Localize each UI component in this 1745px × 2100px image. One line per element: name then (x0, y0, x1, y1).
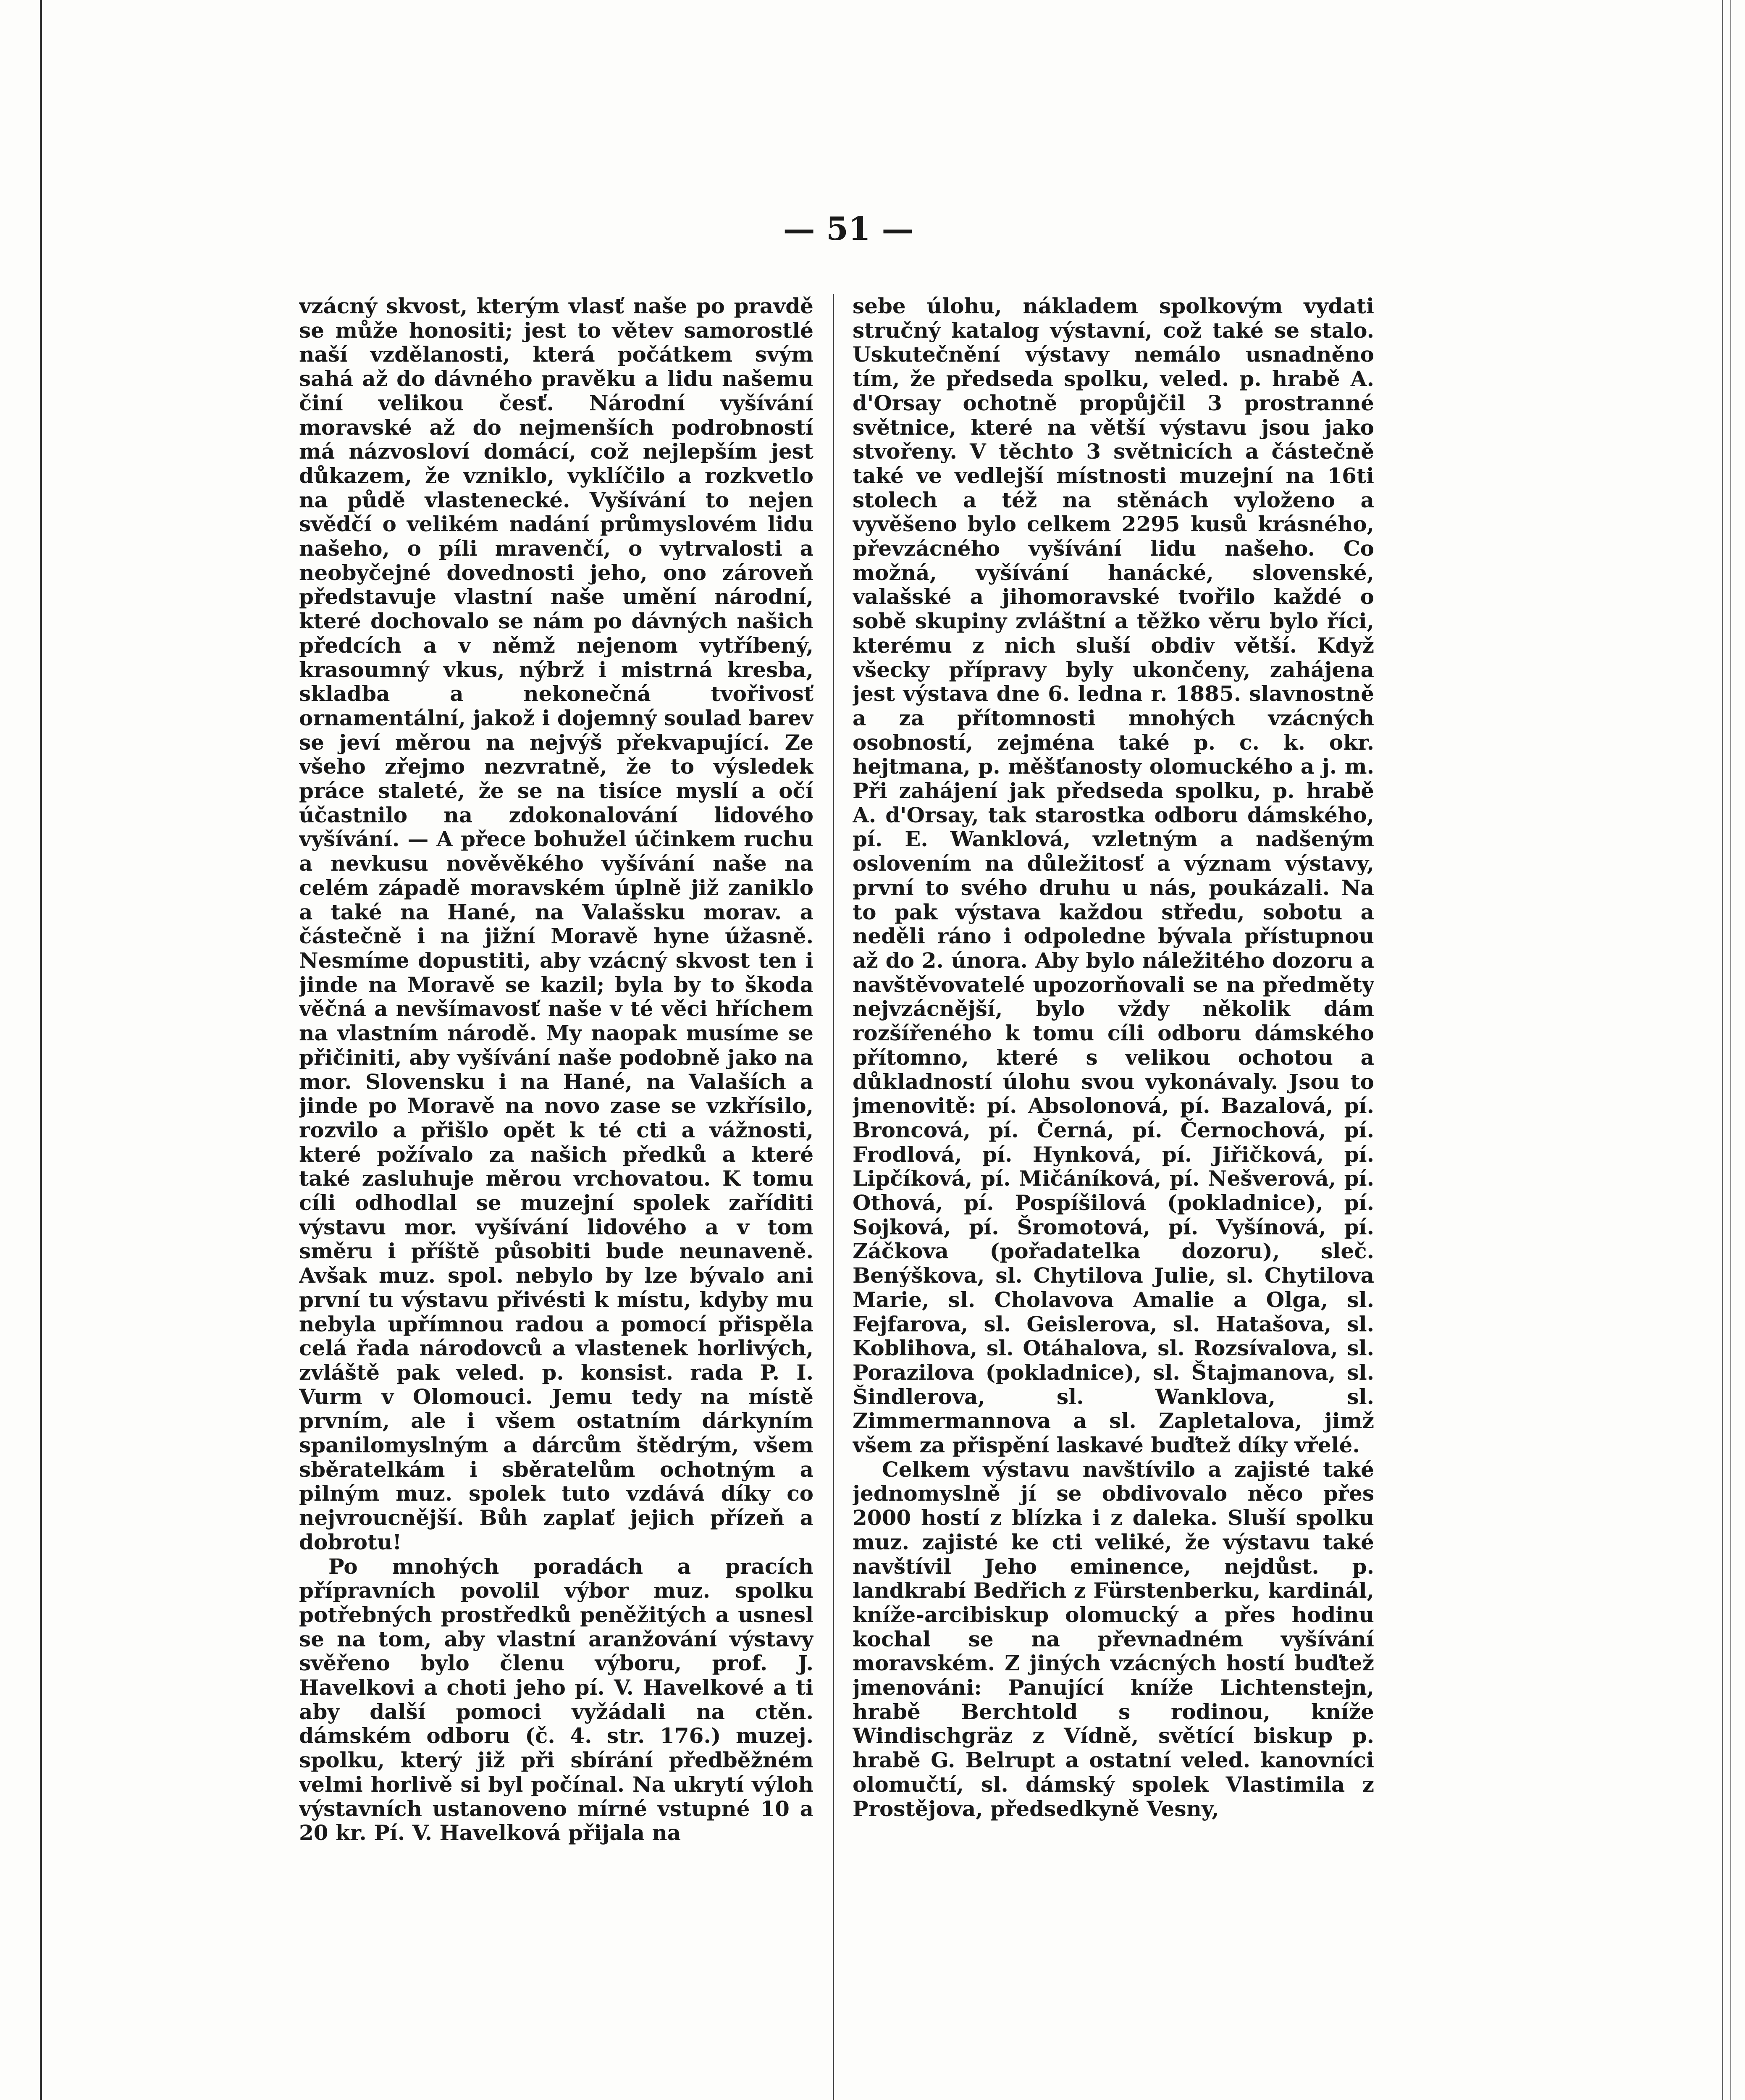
scan-frame-right (1722, 0, 1723, 2100)
column-divider (833, 294, 834, 2100)
left-paragraph-1: vzácný skvost, kterým vlasť naše po pravdě se může honositi; jest to větev samorostlé naší vzdělanosti, která počátkem svým sahá až do dávného pravěku a lidu našemu činí velikou česť. Národní vyšívání moravské až do nejmenších podrobností má názvosloví domácí, což nejlepším jest důkazem, že vzniklo, vyklíčilo a rozkvetlo na půdě vlastenecké. Vyšívání to nejen svědčí o velikém nadání průmyslovém lidu našeho, o píli mravenčí, o vytrvalosti a neobyčejné dovednosti jeho, ono zároveň představuje vlastní naše umění národní, které dochovalo se nám po dávných našich předcích a v němž nejenom vytříbený, krasoumný vkus, nýbrž i mistrná kresba, skladba a nekonečná tvořivosť ornamentální, jakož i dojemný soulad barev se jeví měrou na nejvýš překvapující. Ze všeho zřejmo nezvratně, že to výsledek práce staleté, že se na tisíce myslí a očí účastnilo na zdokonalování lidového vyšívání. — A přece bohužel účinkem ruchu a nevkusu nověvěkého vyšívání naše na celém západě moravském úplně již zaniklo a také na Hané, na Valašsku morav. a částečně i na jižní Moravě hyne úžasně. Nesmíme dopustiti, aby vzácný skvost ten i jinde na Moravě se kazil; byla by to škoda věčná a nevšímavosť naše v té věci hříchem na vlastním národě. My naopak musíme se přičiniti, aby vyšívání naše podobně jako na mor. Slovensku i na Hané, na Valaších a jinde po Moravě na novo zase se vzkřísilo, rozvilo a přišlo opět k té cti a vážnosti, které požívalo za našich předků a které také zasluhuje měrou vrchovatou. K tomu cíli odhodlal se muzejní spolek zaříditi výstavu mor. vyšívání lidového a v tom směru i příště působiti bude neunaveně. Avšak muz. spol. nebylo by lze bývalo ani první tu výstavu přivésti k místu, kdyby mu nebyla upřímnou radou a pomocí přispěla celá řada národovců a vlastenek horlivých, zvláště pak veled. p. konsist. rada P. I. Vurm v Olomouci. Jemu tedy na místě prvním, ale i všem ostatním dárkyním spanilomyslným a dárcům štědrým, všem sběratelkám i sběratelům ochotným a pilným muz. spolek tuto vzdává díky co nejvroucnější. Bůh zaplať jejich přízeň a dobrotu! (299, 294, 813, 1554)
right-paragraph-2: Celkem výstavu navštívilo a zajisté také jednomyslně jí se obdivovalo něco přes 2000 hostí z blízka i z daleka. Sluší spolku muz. zajisté ke cti veliké, že výstavu také navštívil Jeho eminence, nejdůst. p. landkrabí Bedřich z Fürstenberku, kardinál, kníže-arcibiskup olomucký a přes hodinu kochal se na převnadném vyšívání moravském. Z jiných vzácných hostí buďtež jmenováni: Panující kníže Lichtenstejn, hrabě Berchtold s rodinou, kníže Windischgräz z Vídně, světící biskup p. hrabě G. Belrupt a ostatní veled. kanovníci olomučtí, sl. dámský spolek Vlastimila z Prostějova, předsedkyně Vesny, (853, 1457, 1374, 1821)
right-paragraph-1: sebe úlohu, nákladem spolkovým vydati stručný katalog výstavní, což také se stalo. Uskutečnění výstavy nemálo usnadněno tím, že předseda spolku, veled. p. hrabě A. d'Orsay ochotně propůjčil 3 prostranné světnice, které na větší výstavu jsou jako stvořeny. V těchto 3 světnicích a částečně také ve vedlejší místnosti muzejní na 16ti stolech a též na stěnách vyloženo a vyvěšeno bylo celkem 2295 kusů krásného, převzácného vyšívání lidu našeho. Co možná, vyšívání hanácké, slovenské, valašské a jihomoravské tvořilo každé o sobě skupiny zvláštní a těžko věru bylo říci, kterému z nich sluší obdiv větší. Když všecky přípravy byly ukončeny, zahájena jest výstava dne 6. ledna r. 1885. slavnostně a za přítomnosti mnohých vzácných osobností, zejména také p. c. k. okr. hejtmana, p. měšťanosty olomuckého a j. m. Při zahájení jak předseda spolku, p. hrabě A. d'Orsay, tak starostka odboru dámského, pí. E. Wanklová, vzletným a nadšeným oslovením na důležitosť a význam výstavy, první to svého druhu u nás, poukázali. Na to pak výstava každou středu, sobotu a neděli ráno i odpoledne bývala přístupnou až do 2. února. Aby bylo náležitého dozoru a navštěvovatelé upozorňovali se na předměty nejvzácnější, bylo vždy několik dám rozšířeného k tomu cíli odboru dámského přítomno, které s velikou ochotou a důkladností úlohu svou vykonávaly. Jsou to jmenovitě: pí. Absolonová, pí. Bazalová, pí. Broncová, pí. Černá, pí. Černochová, pí. Frodlová, pí. Hynková, pí. Jiřičková, pí. Lipčíková, pí. Mičáníková, pí. Nešverová, pí. Othová, pí. Pospíšilová (pokladnice), pí. Sojková, pí. Šromotová, pí. Vyšínová, pí. Záčkova (pořadatelka dozoru), sleč. Benýškova, sl. Chytilova Julie, sl. Chytilova Marie, sl. Cholavova Amalie a Olga, sl. Fejfarova, sl. Geislerova, sl. Hatašova, sl. Koblihova, sl. Otáhalova, sl. Rozsívalova, sl. Porazilova (pokladnice), sl. Štajmanova, sl. Šindlerova, sl. Wanklova, sl. Zimmermannova a sl. Zapletalova, jimž všem za přispění laskavé buďtež díky vřelé. (853, 294, 1374, 1458)
scan-frame-left (40, 0, 42, 2100)
left-text-column (299, 294, 813, 2100)
scan-frame-right-secondary (1730, 0, 1731, 2100)
page-number: — 51 — (783, 210, 914, 247)
right-text-column (853, 294, 1374, 2100)
left-paragraph-2: Po mnohých poradách a pracích přípravních povolil výbor muz. spolku potřebných prostředků peněžitých a usnesl se na tom, aby vlastní aranžování výstavy svěřeno bylo členu výboru, prof. J. Havelkovi a choti jeho pí. V. Havelkové a ti aby další pomoci vyžádali na ctěn. dámském odboru (č. 4. str. 176.) muzej. spolku, který již při sbírání předběžném velmi horlivě si byl počínal. Na ukrytí výloh výstavních ustanoveno mírné vstupné 10 a 20 kr. Pí. V. Havelková přijala na (299, 1554, 813, 1845)
